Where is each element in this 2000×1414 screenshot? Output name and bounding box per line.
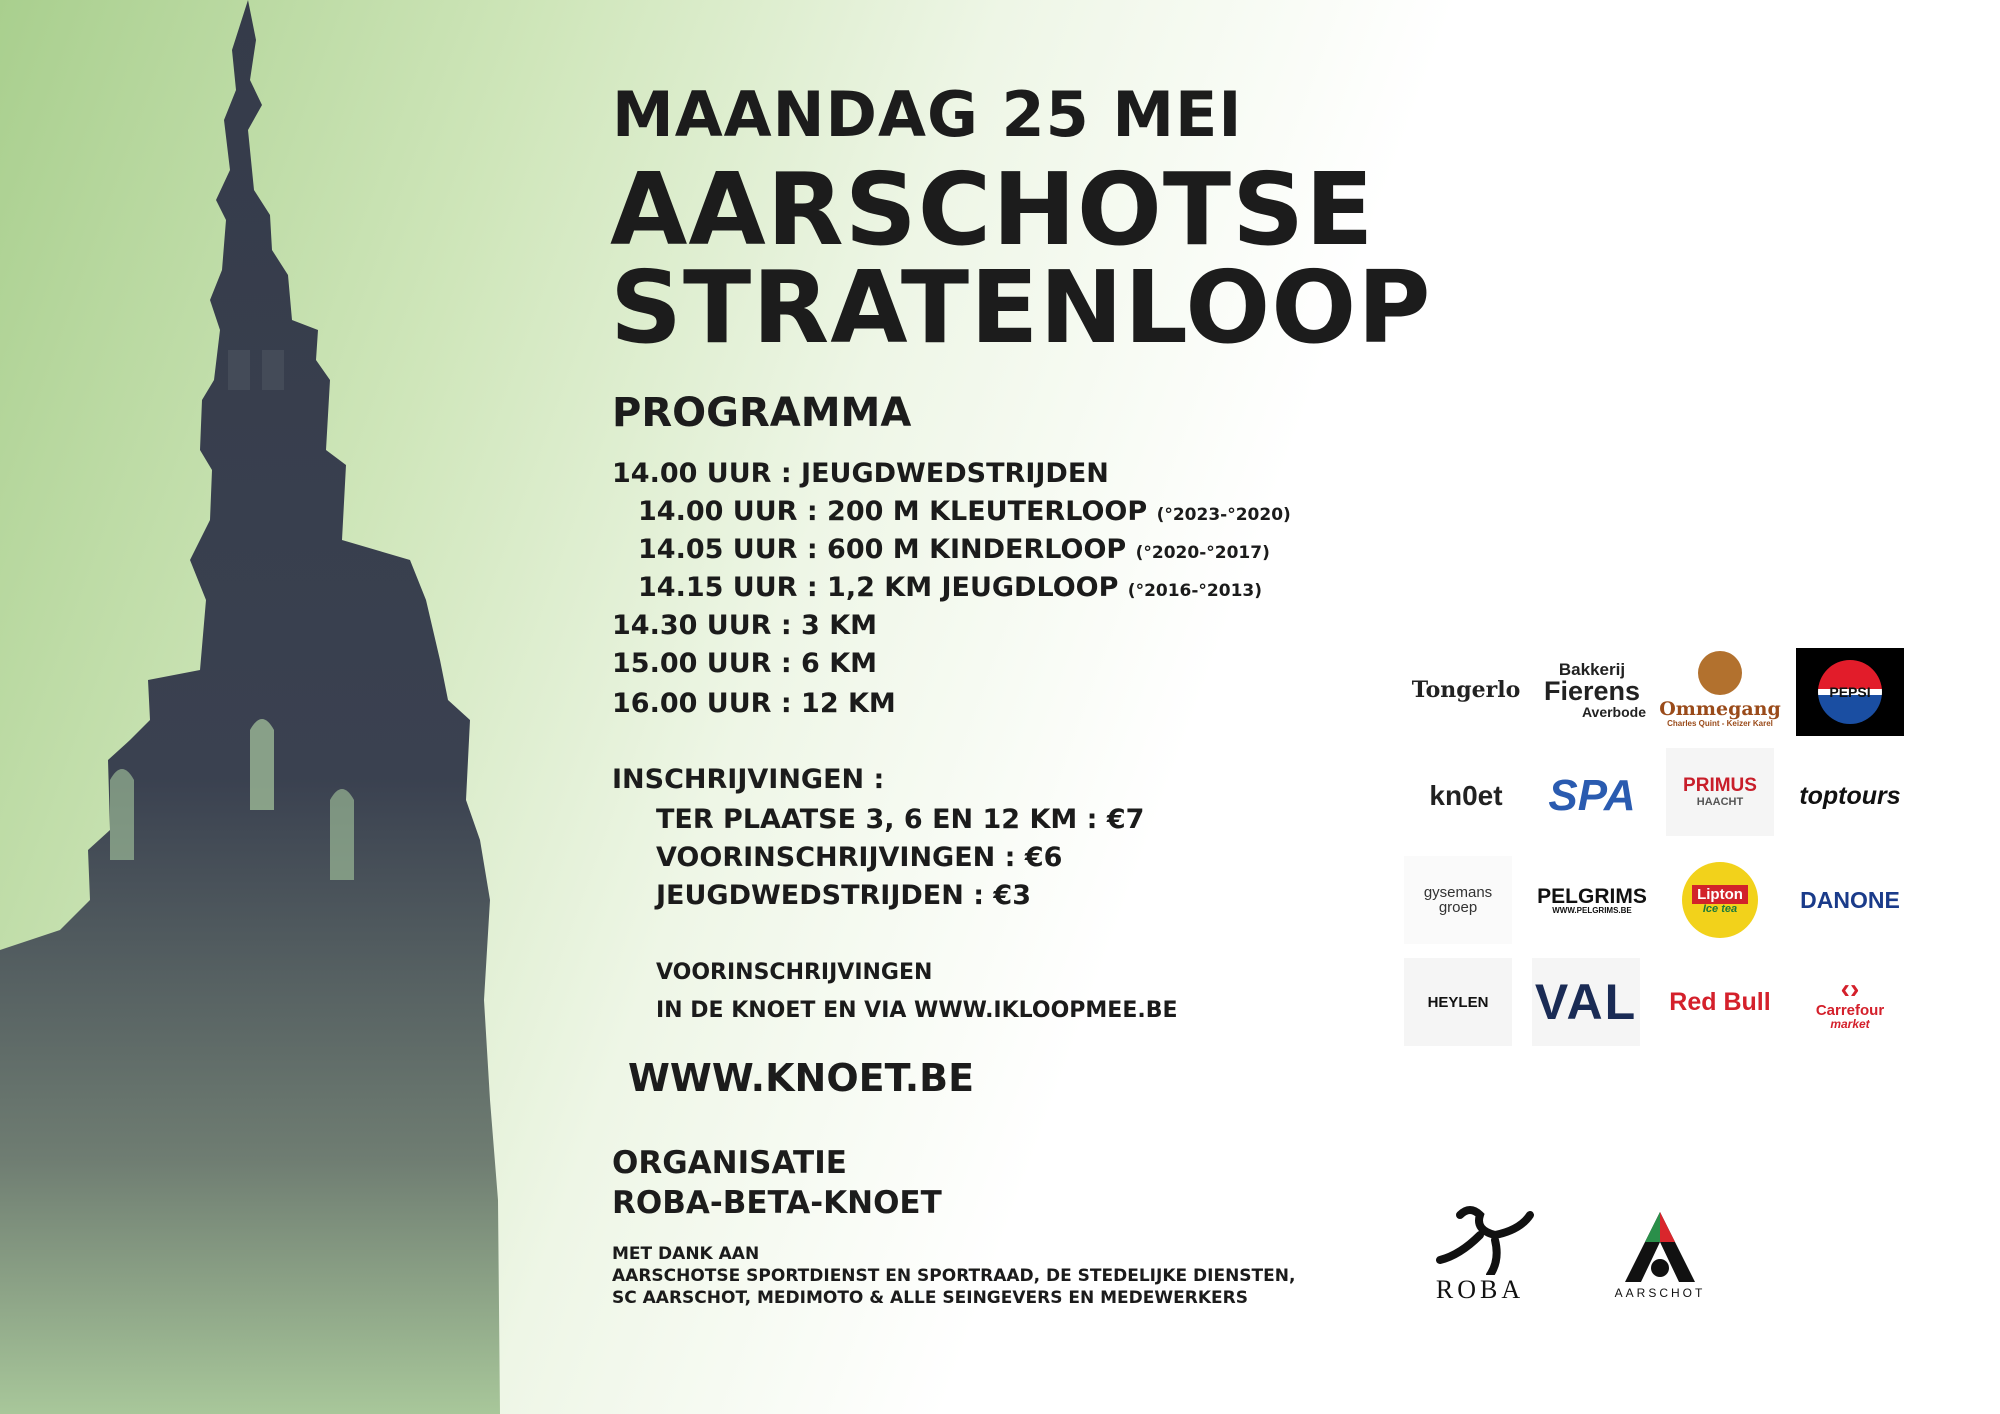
pelgrims-logo: PELGRIMS WWW.PELGRIMS.BE [1537, 884, 1647, 915]
program-item: 14.00 UUR : JEUGDWEDSTRIJDEN [612, 458, 1109, 489]
redbull-logo: Red Bull [1669, 987, 1771, 1016]
thanks-line: SC AARSCHOT, MEDIMOTO & ALLE SEINGEVERS EN MEDEWERKERS [612, 1288, 1248, 1308]
program-item: 15.00 UUR : 6 KM [612, 648, 878, 679]
fierens-logo: Bakkerij Fierens Averbode [1543, 660, 1646, 720]
program-item: 16.00 UUR : 12 KM [612, 688, 896, 719]
event-date: MAANDAG 25 MEI [612, 78, 1243, 151]
website-link[interactable]: WWW.KNOET.BE [628, 1056, 975, 1100]
toptours-logo: toptours [1799, 781, 1901, 810]
lipton-logo: Lipton Ice tea [1666, 856, 1774, 944]
registration-item: TER PLAATSE 3, 6 EN 12 KM : €7 [656, 804, 1145, 835]
preregistration-line1: VOORINSCHRIJVINGEN [656, 960, 933, 985]
program-item: 14.00 UUR : 200 M KLEUTERLOOP (°2023-°2020) [638, 496, 1291, 527]
carrefour-logo: ‹› Carrefour market [1815, 972, 1885, 1031]
roba-logo: ROBA [1400, 1200, 1560, 1310]
aarschot-a-icon [1615, 1206, 1705, 1286]
aarschot-logo: AARSCHOT [1576, 1190, 1744, 1316]
thanks-line: AARSCHOTSE SPORTDIENST EN SPORTRAAD, DE STEDELIJKE DIENSTEN, [612, 1266, 1296, 1286]
registration-item: JEUGDWEDSTRIJDEN : €3 [656, 880, 1031, 911]
preregistration-line2: IN DE KNOET EN VIA WWW.IKLOOPMEE.BE [656, 998, 1178, 1023]
spa-logo: SPA [1548, 771, 1636, 820]
program-heading: PROGRAMMA [612, 390, 912, 436]
church-tower-illustration [0, 0, 500, 1414]
tongerlo-logo: Tongerlo [1411, 677, 1521, 703]
registration-heading: INSCHRIJVINGEN : [612, 764, 885, 795]
event-title-line2: STRATENLOOP [610, 249, 1432, 366]
program-item: 14.05 UUR : 600 M KINDERLOOP (°2020-°2017) [638, 534, 1270, 565]
val-logo: VAL [1532, 958, 1640, 1046]
pepsi-logo: PEPSI [1796, 648, 1904, 736]
program-item: 14.30 UUR : 3 KM [612, 610, 878, 641]
event-title-line1: AARSCHOTSE [610, 151, 1375, 268]
registration-item: VOORINSCHRIJVINGEN : €6 [656, 842, 1063, 873]
primus-logo: PRIMUS HAACHT [1666, 748, 1774, 836]
roba-runner-icon [1420, 1205, 1540, 1275]
heylen-logo: HEYLEN [1404, 958, 1512, 1046]
organisation-name: ROBA-BETA-KNOET [612, 1185, 942, 1221]
knoet-logo: kn0et [1429, 780, 1503, 811]
organisation-label: ORGANISATIE [612, 1145, 847, 1181]
danone-logo: DANONE [1800, 886, 1900, 913]
program-item: 14.15 UUR : 1,2 KM JEUGDLOOP (°2016-°2013) [638, 572, 1263, 603]
gysemans-logo: gysemans groep [1404, 856, 1512, 944]
thanks-heading: MET DANK AAN [612, 1244, 760, 1264]
ommegang-logo: Ommegang Charles Quint - Keizer Karel [1666, 646, 1774, 734]
